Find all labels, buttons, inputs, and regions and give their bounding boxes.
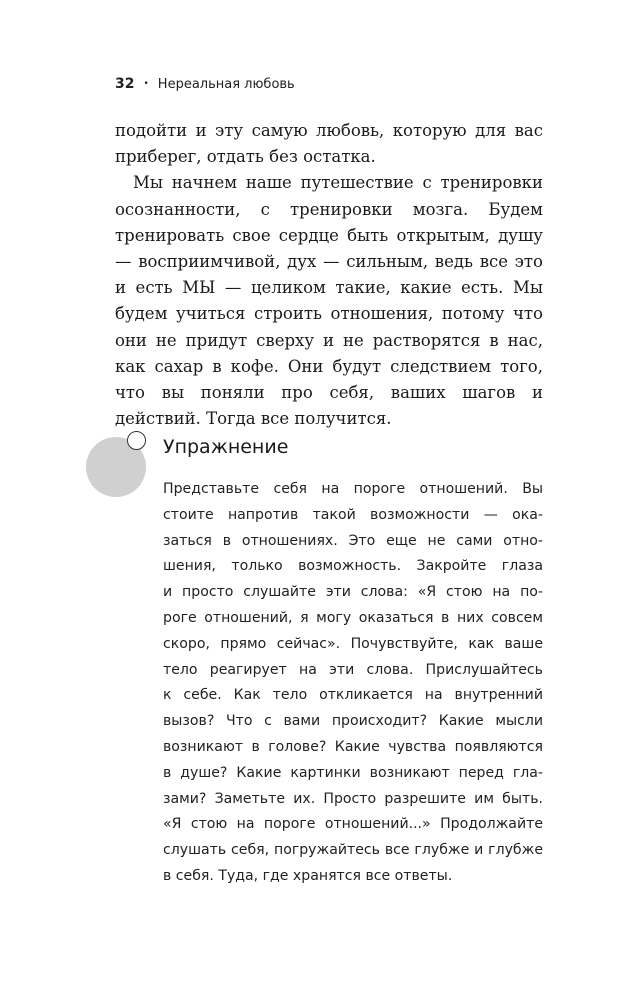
header-bullet: • [143,79,149,89]
exercise-line: возникают в голове? Какие чувства появляются [163,738,543,755]
running-header [115,76,295,92]
exercise-line: вызов? Что с вами происходит? Какие мысли [163,713,543,730]
exercise-line: «Я стою на пороге отношений...» Продолжайте [163,816,543,833]
running-title: Нереальная любовь [157,76,295,92]
exercise-line: и просто слушайте эти слова: «Я стою на по- [163,584,543,601]
exercise-line: Представьте себя на пороге отношений. Вы [163,481,543,497]
exercise-title: Упражнение [163,436,289,458]
exercise-line: шения, только возможность. Закройте глаза [163,558,543,575]
exercise-line: заться в отношениях. Это еще не сами отно- [163,532,543,549]
exercise-line: тело реагирует на эти слова. Прислушайтесь [163,661,543,678]
paragraph: подойти и эту самую любовь, которую для вас приберег, отдать без остатка. [115,121,543,167]
exercise-small-circle-icon [127,431,146,450]
body-text [115,118,543,432]
exercise-line: зами? Заметьте их. Просто разрешите им быть. [163,790,543,807]
exercise-line: стоите напротив такой возможности — ока- [163,506,543,523]
exercise-line: в себя. Туда, где хранятся все ответы. [163,867,453,884]
exercise-line: роге отношений, я могу оказаться в них совсем [163,609,543,626]
exercise-text [163,477,543,890]
page-number: 32 [115,76,135,92]
exercise-line: скоро, прямо сейчас». Почувствуйте, как ваше [163,635,543,652]
exercise-line: слушать себя, погружайтесь все глубже и глубже [163,842,543,859]
exercise-line: к себе. Как тело откликается на внутренний [163,687,543,704]
paragraph: Мы начнем наше путешествие с тренировки осознанности, с тренировки мозга. Будем тренировать свое сердце быть открытым, душу — восприимчивой, дух — сильным, ведь все это и есть МЫ — целиком такие, какие есть. Мы будем учиться строить отношения, потому что они не придут сверху и не растворятся в нас, как сахар в кофе. Они будут следствием того, что вы поняли про себя, ваших шагов и действий. Тогда все получится. [115,173,543,429]
exercise-line: в душе? Какие картинки возникают перед гла- [163,764,543,781]
